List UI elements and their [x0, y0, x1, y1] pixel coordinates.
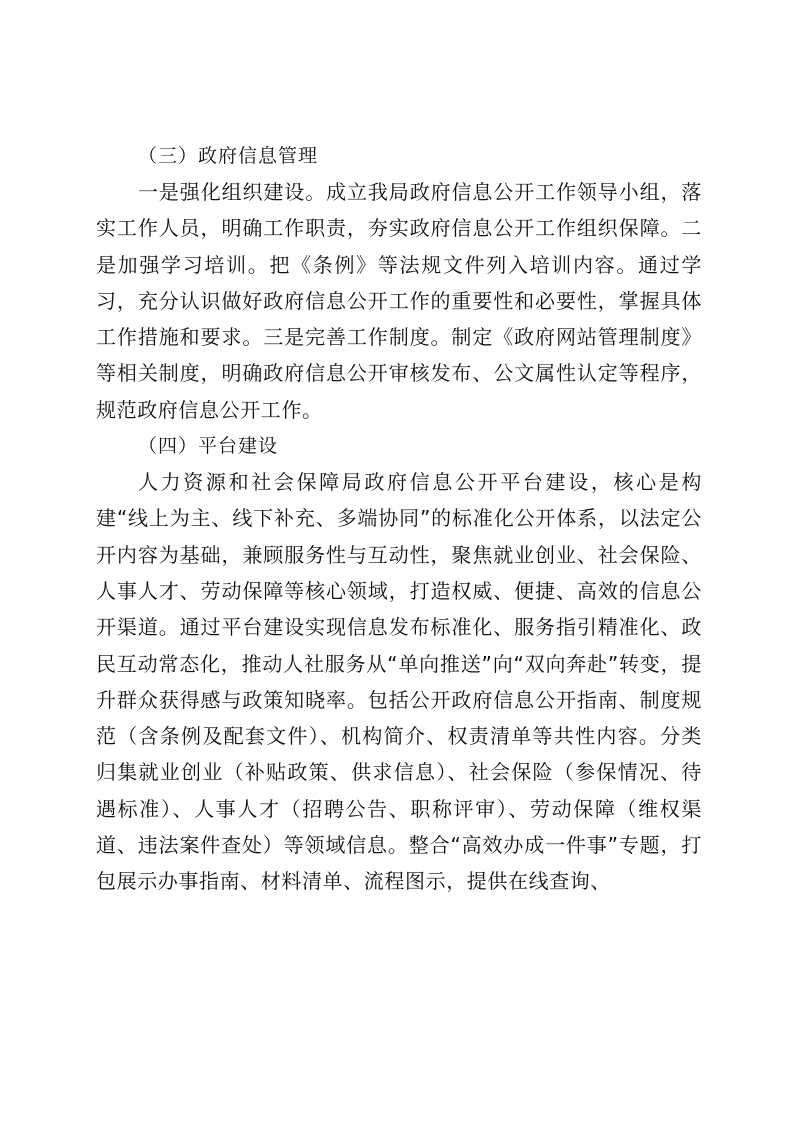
section-heading: （三）政府信息管理 — [138, 145, 319, 167]
section-heading: （四）平台建设 — [138, 435, 279, 458]
section-information-management — [96, 138, 702, 428]
document-body — [96, 138, 702, 900]
section-platform-construction — [96, 428, 702, 900]
section-paragraph: 人力资源和社会保障局政府信息公开平台建设，核心是构建“线上为主、线下补充、多端协同”的标准化公开体系，以法定公开内容为基础，兼顾服务性与互动性，聚焦就业创业、社会保险、人事人才、劳动保障等核心领域，打造权威、便捷、高效的信息公开渠道。通过平台建设实现信息发布标准化、服务指引精准化、政民互动常态化，推动人社服务从“单向推送”向“双向奔赴”转变，提升群众获得感与政策知晓率。包括公开政府信息公开指南、制度规范（含条例及配套文件）、机构简介、权责清单等共性内容。分类归集就业创业（补贴政策、供求信息）、社会保险（参保情况、待遇标准）、人事人才（招聘公告、职称评审）、劳动保障（维权渠道、违法案件查处）等领域信息。整合“高效办成一件事”专题，打包展示办事指南、材料清单、流程图示，提供在线查询、 — [96, 470, 702, 894]
section-paragraph: 一是强化组织建设。成立我局政府信息公开工作领导小组，落实工作人员，明确工作职责，夯实政府信息公开工作组织保障。二是加强学习培训。把《条例》等法规文件列入培训内容。通过学习，充分认识做好政府信息公开工作的重要性和必要性，掌握具体工作措施和要求。三是完善工作制度。制定《政府网站管理制度》等相关制度，明确政府信息公开审核发布、公文属性认定等程序，规范政府信息公开工作。 — [96, 180, 702, 422]
